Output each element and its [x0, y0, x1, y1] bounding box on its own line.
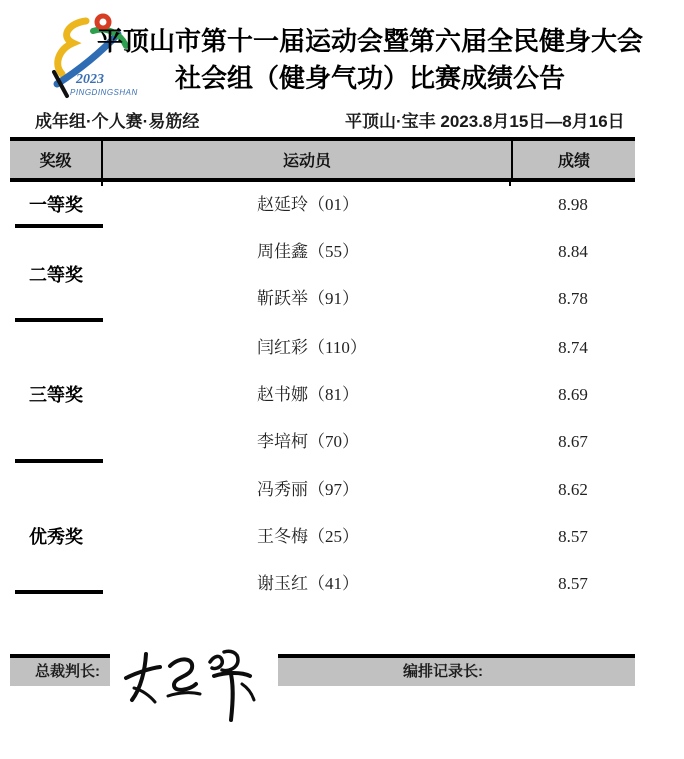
column-header-award: 奖级: [39, 153, 72, 170]
header-divider-tick: [509, 182, 511, 186]
logo-city-text: PINGDINGSHAN: [70, 88, 138, 97]
athlete-name: 冯秀丽（97）: [257, 480, 359, 499]
athlete-name: 周佳鑫（55）: [257, 242, 359, 261]
athlete-name: 闫红彩（110）: [257, 338, 367, 357]
award-label-second: 二等奖: [29, 265, 83, 285]
athlete-score: 8.67: [558, 432, 588, 451]
athlete-score: 8.62: [558, 480, 588, 499]
table-row: [10, 383, 635, 407]
table-row: [10, 525, 635, 549]
table-row: [10, 572, 635, 596]
table-row: [10, 240, 635, 264]
table-row: [10, 193, 635, 217]
athlete-name: 王冬梅（25）: [257, 527, 359, 546]
chief-referee-signature: [110, 644, 278, 726]
table-row: [10, 336, 635, 360]
event-group-label: 成年组·个人赛·易筋经: [35, 112, 200, 131]
athlete-name: 靳跃举（91）: [257, 289, 359, 308]
table-header-row: [10, 141, 635, 178]
group-separator: [15, 224, 103, 228]
award-label-third: 三等奖: [29, 385, 83, 405]
chief-referee-label: 总裁判长:: [35, 663, 100, 680]
award-label-first: 一等奖: [29, 195, 83, 215]
athlete-score: 8.84: [558, 242, 588, 261]
table-row: [10, 430, 635, 454]
athlete-score: 8.57: [558, 574, 588, 593]
athlete-score: 8.69: [558, 385, 588, 404]
athlete-name: 李培柯（70）: [257, 432, 359, 451]
athlete-name: 谢玉红（41）: [257, 574, 359, 593]
signature-strokes: [110, 644, 278, 726]
award-label-excellence: 优秀奖: [29, 527, 83, 547]
athlete-score: 8.74: [558, 338, 588, 357]
page-title-line1: 平顶山市第十一届运动会暨第六届全民健身大会: [96, 27, 643, 56]
table-row: [10, 478, 635, 502]
table-header-bottom-rule: [10, 178, 635, 182]
logo-year-text: 2023: [76, 72, 104, 87]
column-header-score: 成绩: [557, 153, 590, 170]
athlete-score: 8.78: [558, 289, 588, 308]
group-separator: [15, 459, 103, 463]
athlete-name: 赵书娜（81）: [257, 385, 359, 404]
group-separator: [15, 318, 103, 322]
table-row: [10, 287, 635, 311]
column-header-athlete: 运动员: [282, 153, 331, 170]
header-divider-tick: [101, 182, 103, 186]
athlete-name: 赵延玲（01）: [257, 195, 359, 214]
page-title-line2: 社会组（健身气功）比赛成绩公告: [174, 64, 565, 93]
venue-date-label: 平顶山·宝丰 2023.8月15日—8月16日: [345, 112, 625, 131]
footer-bar: [10, 658, 635, 686]
athlete-score: 8.57: [558, 527, 588, 546]
recorder-label: 编排记录长:: [403, 663, 483, 680]
athlete-score: 8.98: [558, 195, 588, 214]
